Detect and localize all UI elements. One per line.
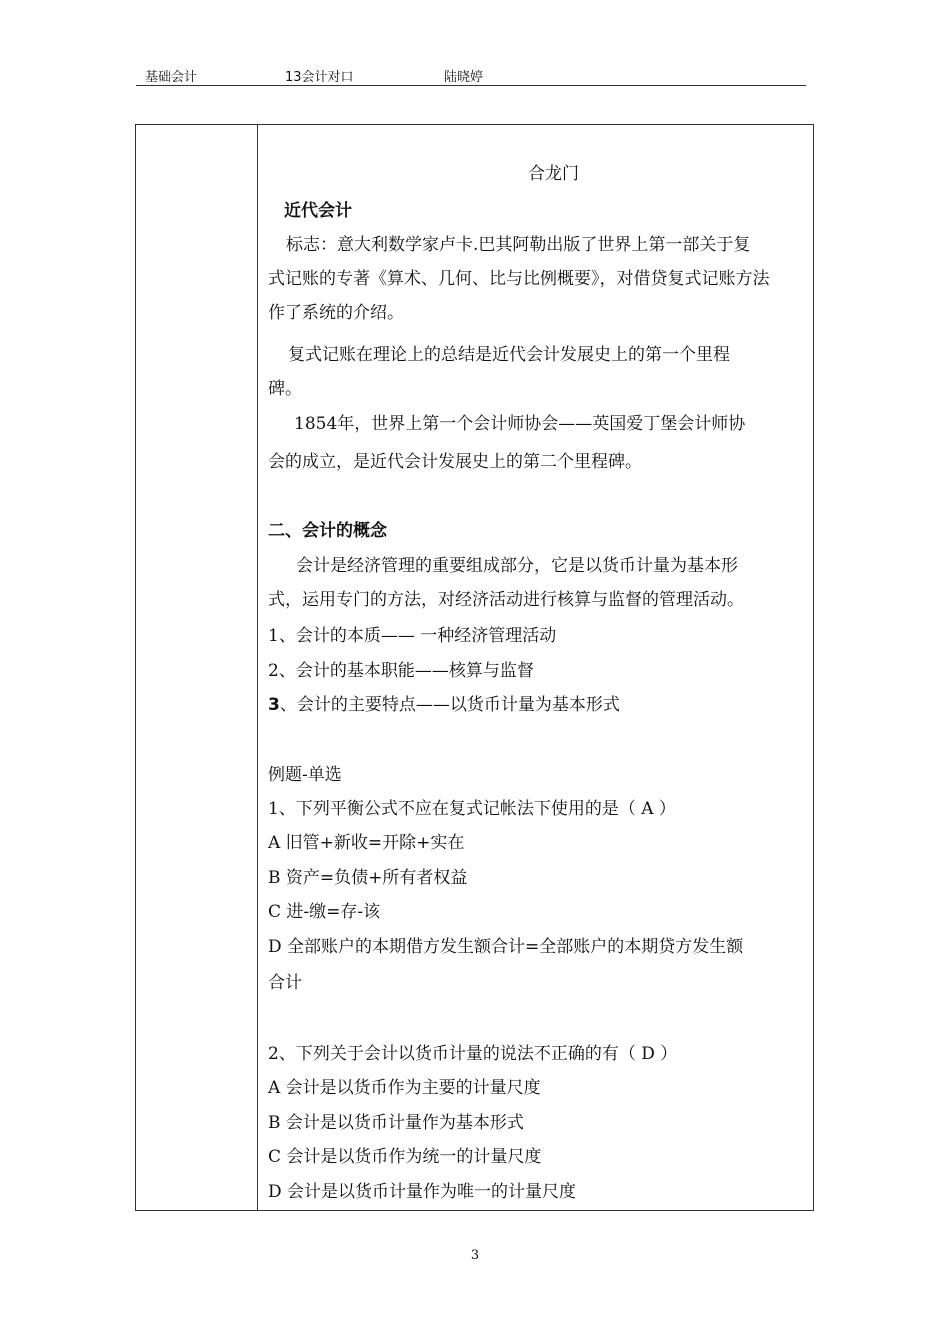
question-1-option: A 旧管+新收=开除+实在: [268, 833, 465, 853]
paragraph-line: 作了系统的介绍。: [268, 303, 404, 323]
paragraph-line: 碑。: [268, 379, 302, 399]
question-2-option: A 会计是以货币作为主要的计量尺度: [268, 1078, 541, 1098]
question-1-option: C 进-缴=存-该: [268, 902, 381, 922]
question-2-option: C 会计是以货币作为统一的计量尺度: [268, 1147, 542, 1167]
question-1-option: D 全部账户的本期借方发生额合计=全部账户的本期贷方发生额: [268, 937, 744, 957]
paragraph-line: 会计是经济管理的重要组成部分，它是以货币计量为基本形: [296, 556, 738, 576]
table-column-divider: [257, 124, 258, 1211]
question-2-option: D 会计是以货币计量作为唯一的计量尺度: [268, 1182, 577, 1202]
question-1: 1、下列平衡公式不应在复式记帐法下使用的是（ A ）: [268, 799, 676, 819]
paragraph-line: 式，运用专门的方法，对经济活动进行核算与监督的管理活动。: [268, 590, 744, 610]
concept-point: 1、会计的本质—— 一种经济管理活动: [268, 626, 557, 646]
point-text: 、会计的主要特点——以货币计量为基本形式: [279, 695, 620, 715]
question-1-option: B 资产=负债+所有者权益: [268, 868, 468, 888]
header-teacher: 陆晓婷: [444, 70, 484, 85]
concept-point: 2、会计的基本职能——核算与监督: [268, 661, 534, 681]
header-course: 基础会计: [145, 70, 198, 85]
concept-point: [268, 690, 620, 715]
question-1-option: 合计: [268, 973, 302, 993]
section-concept: 二、会计的概念: [268, 521, 387, 541]
paragraph-line: 式记账的专著《算术、几何、比与比例概要》，对借贷复式记账方法: [268, 269, 770, 289]
paragraph-line: 标志：意大利数学家卢卡.巴其阿勒出版了世界上第一部关于复: [286, 235, 751, 255]
question-2-option: B 会计是以货币计量作为基本形式: [268, 1113, 524, 1133]
header-rule: [136, 85, 806, 86]
paragraph-line: 复式记账在理论上的总结是近代会计发展史上的第一个里程: [288, 345, 730, 365]
content-title: 合龙门: [528, 164, 579, 184]
example-title: 例题-单选: [268, 765, 342, 785]
paragraph-line: 会的成立，是近代会计发展史上的第二个里程碑。: [268, 452, 642, 472]
paragraph-line: 1854年，世界上第一个会计师协会——英国爱丁堡会计师协: [294, 414, 746, 434]
question-2: 2、下列关于会计以货币计量的说法不正确的有（ D ）: [268, 1044, 678, 1064]
section-modern-accounting: 近代会计: [284, 201, 352, 221]
point-number: 3: [268, 695, 280, 715]
page-number: 3: [470, 1248, 480, 1263]
header-class: 13会计对口: [285, 70, 354, 85]
